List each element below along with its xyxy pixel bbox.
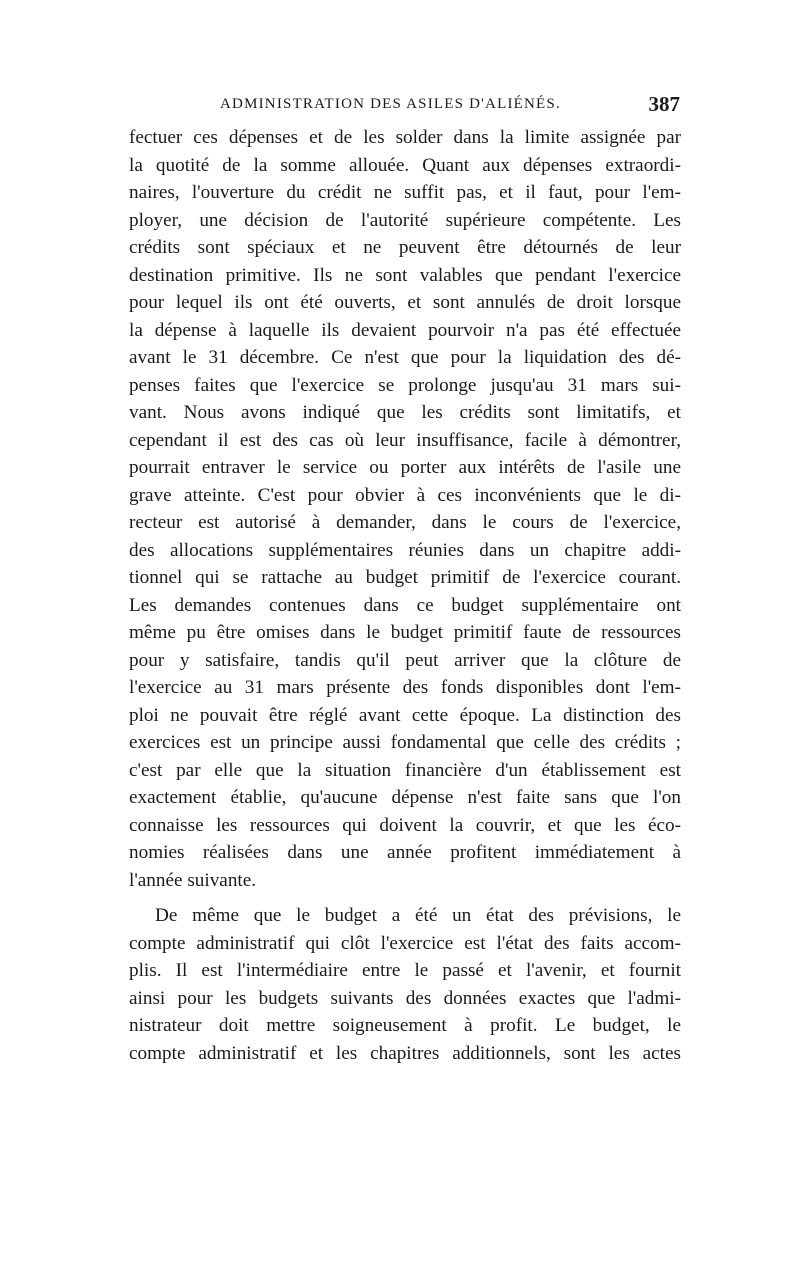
text-line: nistrateur doit mettre soigneusement à profit. Le budget, le <box>129 1015 681 1036</box>
text-line: pour lequel ils ont été ouverts, et sont annulés de droit lorsque <box>129 292 681 313</box>
text-line: c'est par elle que la situation financière d'un établissement est <box>129 759 681 781</box>
paragraph-1 <box>129 124 681 894</box>
text-line: compte administratif et les chapitres additionnels, sont les actes <box>129 1042 681 1064</box>
text-line: la quotité de la somme allouée. Quant aux dépenses extraordi- <box>129 154 681 176</box>
text-line: crédits sont spéciaux et ne peuvent être détournés de leur <box>129 237 681 258</box>
text-line: naires, l'ouverture du crédit ne suffit pas, et il faut, pour l'em- <box>129 182 681 203</box>
text-line: avant le 31 décembre. Ce n'est que pour la liquidation des dé- <box>129 347 681 368</box>
body-text <box>129 124 681 1067</box>
page-number: 387 <box>648 92 680 116</box>
running-title: ADMINISTRATION DES ASILES D'ALIÉNÉS. <box>220 96 561 112</box>
text-line: fectuer ces dépenses et de les solder dans la limite assignée par <box>129 127 681 148</box>
text-line: exercices est un principe aussi fondamental que celle des crédits ; <box>129 732 681 753</box>
text-line: compte administratif qui clôt l'exercice est l'état des faits accom- <box>129 932 681 954</box>
text-line: grave atteinte. C'est pour obvier à ces inconvénients que le di- <box>129 484 681 506</box>
text-line: penses faites que l'exercice se prolonge jusqu'au 31 mars sui- <box>129 374 681 396</box>
text-line: recteur est autorisé à demander, dans le cours de l'exercice, <box>129 512 681 533</box>
text-line: plis. Il est l'intermédiaire entre le passé et l'avenir, et fournit <box>129 960 681 981</box>
text-line: ploi ne pouvait être réglé avant cette époque. La distinction des <box>129 704 681 726</box>
text-line: l'exercice au 31 mars présente des fonds disponibles dont l'em- <box>129 677 681 698</box>
text-line: tionnel qui se rattache au budget primitif de l'exercice courant. <box>129 567 681 588</box>
text-line: Les demandes contenues dans ce budget supplémentaire ont <box>129 594 681 616</box>
paragraph-spacer <box>129 894 681 902</box>
text-line: destination primitive. Ils ne sont valables que pendant l'exercice <box>129 264 681 286</box>
text-line: même pu être omises dans le budget primitif faute de ressources <box>129 622 681 643</box>
text-line: connaisse les ressources qui doivent la couvrir, et que les éco- <box>129 814 681 836</box>
text-line: nomies réalisées dans une année profitent immédiatement à <box>129 842 681 863</box>
text-line: ainsi pour les budgets suivants des données exactes que l'admi- <box>129 987 681 1009</box>
text-line: l'année suivante. <box>129 869 257 891</box>
text-line: pour y satisfaire, tandis qu'il peut arriver que la clôture de <box>129 649 681 671</box>
text-line: vant. Nous avons indiqué que les crédits sont limitatifs, et <box>129 402 681 423</box>
text-line: pourrait entraver le service ou porter aux intérêts de l'asile une <box>129 457 681 478</box>
text-line: De même que le budget a été un état des prévisions, le <box>155 905 681 926</box>
text-line: exactement établie, qu'aucune dépense n'est faite sans que l'on <box>129 787 681 808</box>
text-line: ployer, une décision de l'autorité supérieure compétente. Les <box>129 209 681 231</box>
text-line: la dépense à laquelle ils devaient pourvoir n'a pas été effectuée <box>129 319 681 341</box>
text-line: des allocations supplémentaires réunies dans un chapitre addi- <box>129 539 681 561</box>
paragraph-2 <box>129 902 681 1067</box>
text-line: cependant il est des cas où leur insuffisance, facile à démontrer, <box>129 429 681 451</box>
running-head <box>130 92 680 122</box>
